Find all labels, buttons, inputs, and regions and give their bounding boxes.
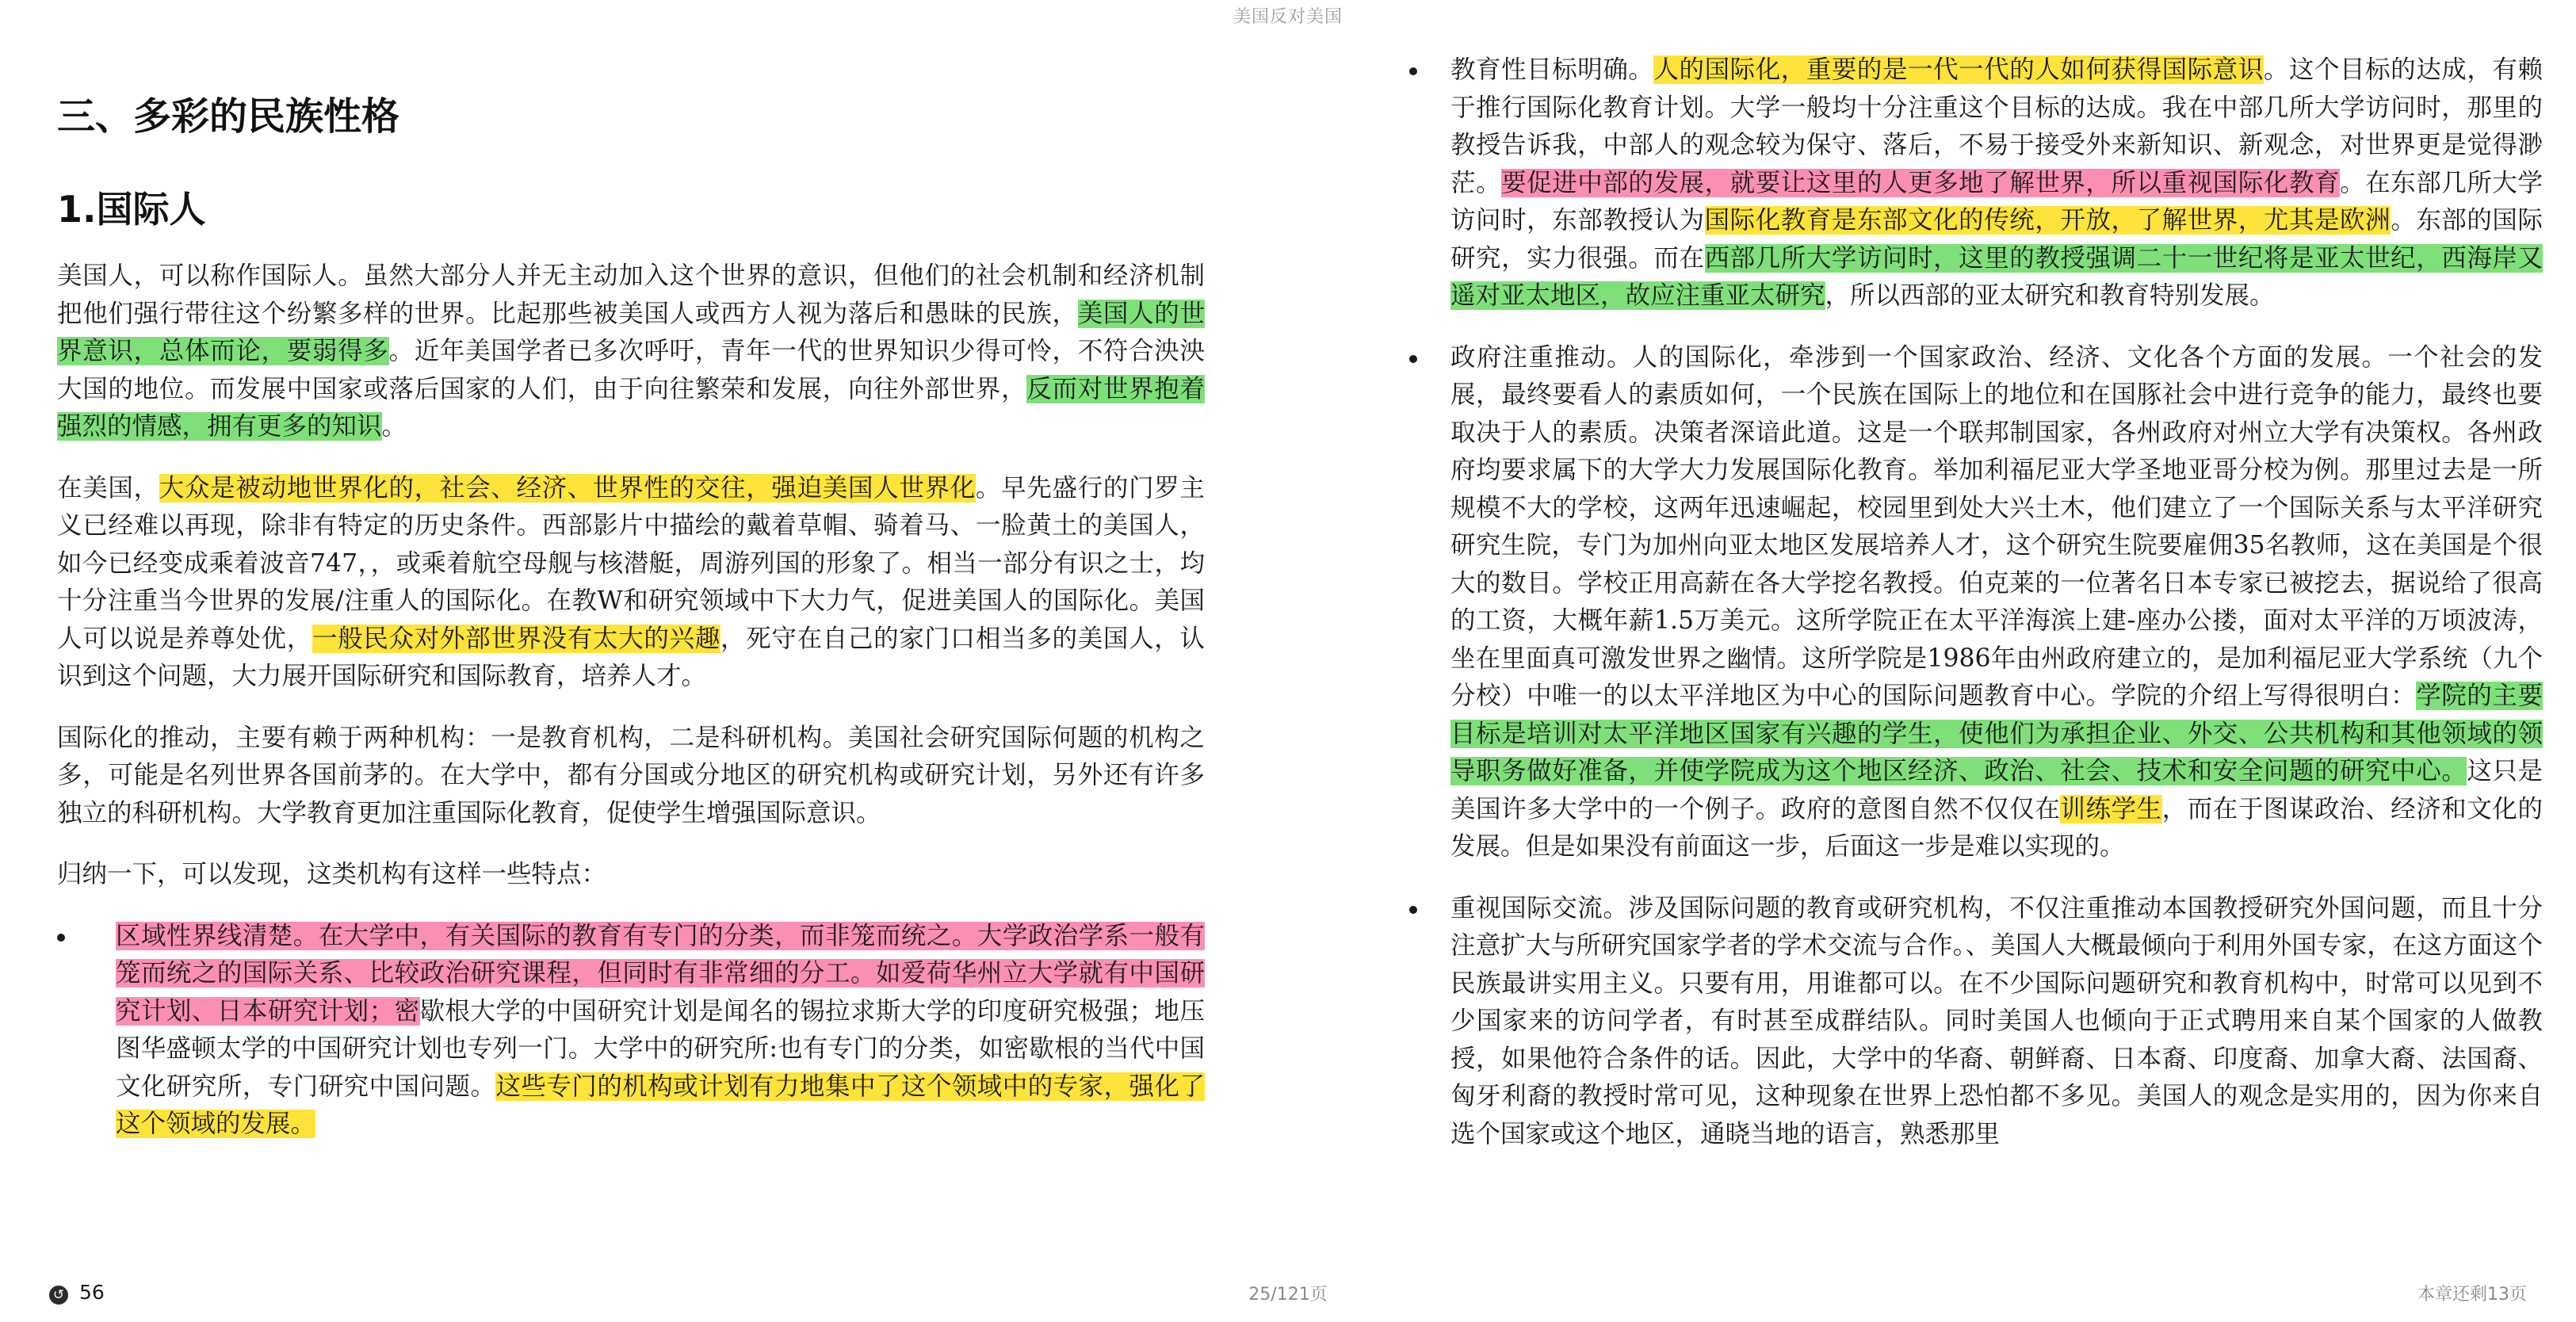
bullet-item [1409, 890, 2543, 1154]
highlight-yellow: 一般民众对外部世界没有太大的兴趣 [311, 624, 721, 653]
section-title: 1.国际人 [57, 188, 206, 231]
bullet-dot-icon [1409, 906, 1417, 914]
text-run: 。早先盛行的门罗主义已经难以再现，除非有特定的历史条件。西部影片中描绘的戴着草帽、骑着马、一脸黄土的美国人，如今已经变成乘着波音747，，或乘着航空母舰与核潜艇，周游列国的形象了。相当一部分有识之士，均十分注重当今世界的发展/注重人的国际化。在教W和研究领域中下大力气，促进美国人的国际化。美国人可以说是养尊处优， [57, 473, 1205, 653]
bullet-item [1409, 339, 2543, 866]
text-run: 。近年美国学者已多次呼吁，青年一代的世界知识少得可怜，不符合泱泱大国的地位。而发展中国家或落后国家的人们，由于向往繁荣和发展，向往外部世界， [57, 337, 1205, 403]
text-run: 教育性目标明确。 [1450, 55, 1654, 84]
left-body [57, 258, 1205, 1167]
highlight-yellow: 国际化教育是东部文化的传统，开放，了解世界，尤其是欧洲 [1704, 206, 2391, 235]
return-arrow-icon[interactable]: ↺ [49, 1286, 68, 1305]
highlight-green: 学院的主要目标是培训对太平洋地区国家有兴趣的学生，使他们为承担企业、外交、公共机构和其他领域的领导职务做好准备，并使学院成为这个地区经济、政治、社会、技术和安全问题的研究中心。 [1450, 682, 2543, 785]
text-run: ，死守在自己的家门口相当多的美国人，认识到这个问题，大力展开国际研究和国际教育，培养人才。 [57, 624, 1205, 690]
page-indicator: 25/121页 [1248, 1285, 1328, 1305]
bullet-dot-icon [1409, 355, 1417, 363]
highlight-green: 美国人的世界意识，总体而论，要弱得多 [57, 299, 1205, 365]
right-body [1409, 52, 2543, 1177]
text-run: 。东部的国际研究，实力很强。而在 [1450, 206, 2543, 273]
highlight-green: 反而对世界抱着强烈的情感，拥有更多的知识 [57, 374, 1205, 441]
highlight-yellow: 大众是被动地世界化的，社会、经济、世界性的交往，强迫美国人世界化 [159, 473, 976, 502]
text-run: ，所以西部的亚太研究和教育特别发展。 [1825, 281, 2275, 310]
paragraph [57, 856, 1205, 894]
back-page-number[interactable]: 56 [79, 1281, 105, 1304]
text-run: 重视国际交流。涉及国际问题的教育或研究机构，不仅注重推动本国教授研究外国问题，而且十分注意扩大与所研究国家学者的学术交流与合作。、美国人大概最倾向于利用外国专家，在这方面这个民族最讲实用主义。只要有用，用谁都可以。在不少国际问题研究和教育机构中，时常可以见到不少国家来的访问学者，有时甚至成群结队。同时美国人也倾向于正式聘用来自某个国家的人做教授，如果他符合条件的话。因此，大学中的华裔、朝鲜裔、日本裔、印度裔、加拿大裔、法国裔、匈牙利裔的教授时常可见，这种现象在世界上恐怕都不多见。美国人的观念是实用的，因为你来自选个国家或这个地区，通晓当地的语言，熟悉那里 [1450, 893, 2543, 1148]
paragraph [57, 470, 1205, 696]
text-run: 。在东部几所大学访问时，东部教授认为 [1450, 168, 2543, 235]
highlight-yellow: 这些专门的机构或计划有力地集中了这个领域中的专家，强化了这个领域的发展。 [116, 1072, 1205, 1138]
text-run: 国际化的推动，主要有赖于两种机构：一是教育机构，二是科研机构。美国社会研究国际何题的机构之多，可能是名列世界各国前茅的。在大学中，都有分国或分地区的研究机构或研究计划，另外还有许多独立的科研机构。大学教育更加注重国际化教育，促使学生增强国际意识。 [57, 723, 1205, 827]
highlight-yellow: 训练学生 [2060, 794, 2162, 823]
text-run: 歇根大学的中国研究计划是闻名的锡拉求斯大学的印度研究极强；地压图华盛顿太学的中国研究计划也专列一门。大学中的研究所:也有专门的分类，如密歇根的当代中国文化研究所，专门研究中国问题。 [116, 996, 1205, 1101]
highlight-pink: 要促进中部的发展，就要让这里的人更多地了解世界，所以重视国际化教育 [1501, 168, 2341, 197]
text-run: 在美国， [57, 473, 159, 502]
bullet-dot-icon [57, 934, 65, 942]
left-bullet-list [57, 918, 1205, 1144]
text-run: ，而在于图谋政治、经济和文化的发展。但是如果没有前面这一步，后面这一步是难以实现的。 [1450, 794, 2543, 861]
bullet-item [1409, 52, 2543, 315]
highlight-pink: 区域性界线清楚。在大学中，有关国际的教育有专门的分类，而非笼而统之。大学政治学系一般有笼而统之的国际关系、比较政治研究课程，但同时有非常细的分工。如爱荷华州立大学就有中国研究计划、日本研究计划；密 [116, 921, 1205, 1026]
text-run: 归纳一下，可以发现，这类机构有这样一些特点： [57, 860, 607, 888]
book-title: 美国反对美国 [1233, 7, 1343, 27]
text-run: 。这个目标的达成，有赖于推行国际化教育计划。大学一般均十分注重这个目标的达成。我在中部几所大学访问时，那里的教授告诉我，中部人的观念较为保守、落后，不易于接受外来新知识、新观念，对世界更是觉得渺茫。 [1450, 55, 2543, 197]
highlight-green: 西部几所大学访问时，这里的教授强调二十一世纪将是亚太世纪，西海岸又遥对亚太地区，故应注重亚太研究 [1450, 243, 2543, 310]
bullet-item [57, 918, 1205, 1144]
bullet-dot-icon [1409, 67, 1417, 75]
highlight-yellow: 人的国际化，重要的是一代一代的人如何获得国际意识 [1653, 55, 2264, 84]
text-run: 这只是美国许多大学中的一个例子。政府的意图自然不仅仅在 [1450, 757, 2543, 823]
text-run: 美国人，可以称作国际人。虽然大部分人并无主动加入这个世界的意识，但他们的社会机制和经济机制把他们强行带往这个纷繁多样的世界。比起那些被美国人或西方人视为落后和愚昧的民族， [57, 262, 1205, 328]
text-run: 政府注重推动。人的国际化，牵涉到一个国家政治、经济、文化各个方面的发展。一个社会的发展，最终要看人的素质如何，一个民族在国际上的地位和在国豚社会中进行竞争的能力，最终也要取决于人的素质。决策者深谙此道。这是一个联邦制国家，各州政府对州立大学有决策权。各州政府均要求属下的大学大力发展国际化教育。举加利福尼亚大学圣地亚哥分校为例。那里过去是一所规模不大的学校，这两年迅速崛起，校园里到处大兴土木，他们建立了一个国际关系与太平洋研究研究生院，专门为加州向亚太地区发展培养人才，这个研究生院要雇佣35名教师，这在美国是个很大的数目。学校正用高薪在各大学挖名教授。伯克莱的一位著名日本专家已被挖去，据说给了很高的工资，大概年薪1.5万美元。这所学院正在太平洋海滨上建-座办公搂，面对太平洋的万顷波涛，坐在里面真可激发世界之幽情。这所学院是1986年由州政府建立的，是加利福尼亚大学系统（九个分校）中唯一的以太平洋地区为中心的国际问题教育中心。学院的介绍上写得很明白： [1450, 342, 2543, 710]
chapter-remaining: 本章还剩13页 [2417, 1285, 2527, 1305]
right-bullet-list [1409, 52, 2543, 1153]
text-run: 。 [381, 412, 407, 441]
paragraph [57, 258, 1205, 446]
chapter-title: 三、多彩的民族性格 [57, 94, 400, 139]
paragraph [57, 720, 1205, 833]
